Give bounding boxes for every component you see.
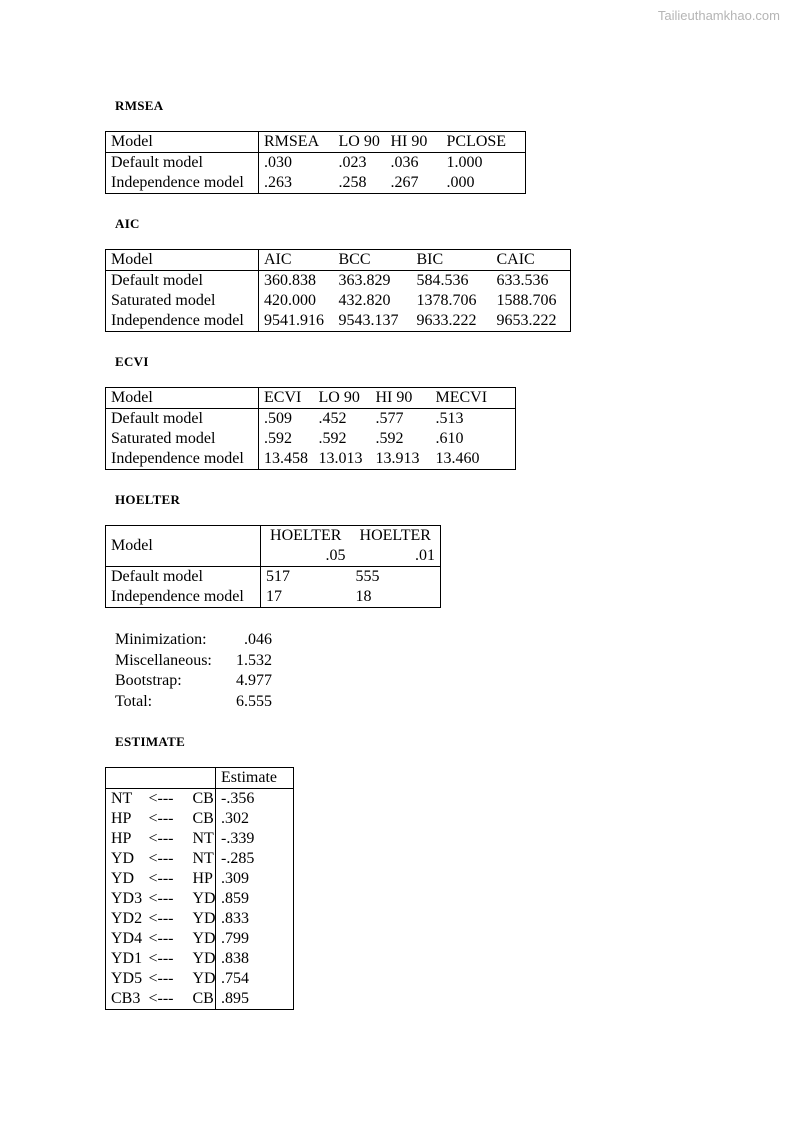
timing-row-bootstrap xyxy=(115,671,794,692)
value-cell: .263 xyxy=(264,174,292,191)
estimate-row xyxy=(106,929,294,949)
timing-row-miscellaneous xyxy=(115,651,794,672)
hoelter-table xyxy=(105,525,441,608)
value-cell: 13.013 xyxy=(318,450,363,467)
value-cell: 13.913 xyxy=(375,450,420,467)
hoelter-header-01-title: HOELTER xyxy=(359,527,431,544)
value-cell: 9541.916 xyxy=(264,312,324,329)
ecvi-row-independence-model xyxy=(106,449,516,470)
ecvi-row-default-model xyxy=(106,409,516,430)
timing-label: Total: xyxy=(115,692,153,710)
value-cell: .258 xyxy=(338,174,367,191)
estimate-value-cell: .833 xyxy=(216,909,294,929)
value-cell: .509 xyxy=(264,410,292,427)
model-cell: Saturated model xyxy=(106,291,259,311)
value-cell: 17 xyxy=(266,588,282,605)
estimate-header-row xyxy=(106,768,294,789)
path-arrow: <--- xyxy=(148,970,174,987)
estimate-value-cell: .799 xyxy=(216,929,294,949)
path-arrow: <--- xyxy=(148,830,174,847)
section-heading-rmsea: RMSEA xyxy=(115,98,164,113)
value-cell: 633.536 xyxy=(496,272,549,289)
path-to-cell: YD xyxy=(192,970,216,987)
timing-value: 4.977 xyxy=(236,672,272,689)
aic-table xyxy=(105,249,571,332)
rmsea-row-default-model xyxy=(106,153,526,174)
hoelter-row-independence-model xyxy=(106,587,441,608)
aic-header-row xyxy=(106,250,571,271)
path-arrow: <--- xyxy=(148,870,174,887)
value-cell: .592 xyxy=(264,430,292,447)
estimate-value-cell: -.285 xyxy=(216,849,294,869)
rmsea-header-model: Model xyxy=(106,132,259,153)
path-from-cell: YD3 xyxy=(111,890,143,907)
ecvi-header-ecvi: ECVI xyxy=(259,388,314,409)
value-cell: .023 xyxy=(338,154,367,171)
path-to-cell: CB xyxy=(192,810,214,827)
timing-row-minimization xyxy=(115,630,794,651)
path-arrow: <--- xyxy=(148,990,174,1007)
value-cell: .577 xyxy=(375,410,404,427)
ecvi-header-model: Model xyxy=(106,388,259,409)
estimate-row xyxy=(106,969,294,989)
timing-label: Bootstrap: xyxy=(115,672,182,689)
model-cell: Saturated model xyxy=(106,429,259,449)
value-cell: 432.820 xyxy=(338,292,391,309)
estimate-row xyxy=(106,909,294,929)
hoelter-header-model: Model xyxy=(106,526,261,567)
rmsea-table xyxy=(105,131,526,194)
model-cell: Independence model xyxy=(106,173,259,194)
value-cell: 9543.137 xyxy=(338,312,399,329)
value-cell: 420.000 xyxy=(264,292,316,309)
estimate-row xyxy=(106,809,294,829)
value-cell: 555 xyxy=(355,568,380,585)
path-arrow: <--- xyxy=(148,950,174,967)
ecvi-header-lo90: LO 90 xyxy=(314,388,371,409)
value-cell: .036 xyxy=(390,154,419,171)
estimate-value-cell: -.356 xyxy=(216,789,294,810)
estimate-value-cell: .838 xyxy=(216,949,294,969)
estimate-header-empty xyxy=(106,768,216,789)
path-arrow: <--- xyxy=(148,810,174,827)
path-to-cell: NT xyxy=(192,850,214,867)
section-heading-aic: AIC xyxy=(115,216,140,231)
path-from-cell: YD1 xyxy=(111,950,143,967)
model-cell: Default model xyxy=(106,153,259,174)
timing-row-total xyxy=(115,692,794,713)
aic-row-saturated-model xyxy=(106,291,571,311)
estimate-value-cell: .754 xyxy=(216,969,294,989)
path-to-cell: CB xyxy=(192,990,214,1007)
estimate-row xyxy=(106,889,294,909)
path-to-cell: YD xyxy=(192,890,216,907)
execution-time-summary xyxy=(115,630,794,712)
rmsea-header-rmsea: RMSEA xyxy=(259,132,334,153)
ecvi-header-hi90: HI 90 xyxy=(371,388,431,409)
path-to-cell: YD xyxy=(192,910,216,927)
value-cell: .000 xyxy=(446,174,475,191)
value-cell: 13.458 xyxy=(264,450,308,467)
ecvi-table xyxy=(105,387,516,470)
aic-header-caic: CAIC xyxy=(492,250,571,271)
timing-value: 6.555 xyxy=(236,692,272,710)
value-cell: 1588.706 xyxy=(496,292,557,309)
value-cell: 360.838 xyxy=(264,272,316,289)
value-cell: 584.536 xyxy=(416,272,469,289)
path-arrow: <--- xyxy=(148,890,174,907)
aic-header-model: Model xyxy=(106,250,259,271)
section-heading-ecvi: ECVI xyxy=(115,354,149,369)
section-heading-hoelter: HOELTER xyxy=(115,492,181,507)
value-cell: .592 xyxy=(318,430,347,447)
estimate-row xyxy=(106,849,294,869)
estimate-row xyxy=(106,989,294,1010)
model-cell: Independence model xyxy=(106,587,261,608)
path-from-cell: NT xyxy=(111,790,133,807)
value-cell: 13.460 xyxy=(435,450,480,467)
aic-header-bic: BIC xyxy=(412,250,492,271)
path-to-cell: YD xyxy=(192,930,216,947)
path-to-cell: NT xyxy=(192,830,214,847)
path-arrow: <--- xyxy=(148,910,174,927)
path-from-cell: HP xyxy=(111,810,132,827)
value-cell: 9633.222 xyxy=(416,312,477,329)
aic-header-bcc: BCC xyxy=(334,250,412,271)
ecvi-row-saturated-model xyxy=(106,429,516,449)
estimate-value-cell: .302 xyxy=(216,809,294,829)
ecvi-header-row xyxy=(106,388,516,409)
estimate-header-label: Estimate xyxy=(216,768,294,789)
hoelter-header-05-title: HOELTER xyxy=(270,527,342,544)
estimate-table xyxy=(105,767,294,1010)
value-cell: 517 xyxy=(266,568,290,585)
path-from-cell: YD2 xyxy=(111,910,143,927)
value-cell: .610 xyxy=(435,430,464,447)
model-cell: Default model xyxy=(106,409,259,430)
path-arrow: <--- xyxy=(148,930,174,947)
hoelter-header-row xyxy=(106,526,441,567)
rmsea-header-pclose: PCLOSE xyxy=(442,132,526,153)
model-cell: Default model xyxy=(106,567,261,588)
timing-value: .046 xyxy=(244,631,272,648)
estimate-value-cell: .895 xyxy=(216,989,294,1010)
model-cell: Independence model xyxy=(106,449,259,470)
hoelter-row-default-model xyxy=(106,567,441,588)
estimate-row xyxy=(106,869,294,889)
estimate-row xyxy=(106,949,294,969)
rmsea-header-hi90: HI 90 xyxy=(386,132,442,153)
path-from-cell: HP xyxy=(111,830,132,847)
hoelter-header-05 xyxy=(261,526,351,567)
model-cell: Default model xyxy=(106,271,259,292)
hoelter-header-01 xyxy=(351,526,441,567)
aic-header-aic: AIC xyxy=(259,250,334,271)
path-to-cell: YD xyxy=(192,950,216,967)
value-cell: .452 xyxy=(318,410,347,427)
estimate-row xyxy=(106,789,294,810)
timing-value: 1.532 xyxy=(236,651,272,669)
value-cell: .513 xyxy=(435,410,464,427)
watermark-text: Tailieuthamkhao.com xyxy=(657,8,780,23)
estimate-value-cell: .859 xyxy=(216,889,294,909)
value-cell: 363.829 xyxy=(338,272,391,289)
path-arrow: <--- xyxy=(148,850,174,867)
estimate-value-cell: .309 xyxy=(216,869,294,889)
section-heading-estimate: ESTIMATE xyxy=(115,734,186,749)
path-from-cell: YD xyxy=(111,850,135,867)
rmsea-header-row xyxy=(106,132,526,153)
hoelter-header-05-level: .05 xyxy=(325,547,346,564)
value-cell: .030 xyxy=(264,154,292,171)
timing-label: Miscellaneous: xyxy=(115,651,212,669)
rmsea-header-lo90: LO 90 xyxy=(334,132,386,153)
value-cell: 9653.222 xyxy=(496,312,557,329)
path-from-cell: YD5 xyxy=(111,970,143,987)
aic-row-default-model xyxy=(106,271,571,292)
aic-row-independence-model xyxy=(106,311,571,332)
value-cell: 1378.706 xyxy=(416,292,477,309)
model-cell: Independence model xyxy=(106,311,259,332)
estimate-row xyxy=(106,829,294,849)
path-arrow: <--- xyxy=(148,790,174,807)
timing-label: Minimization: xyxy=(115,631,207,648)
path-to-cell: CB xyxy=(192,790,214,807)
hoelter-header-01-level: .01 xyxy=(415,547,435,564)
path-from-cell: CB3 xyxy=(111,990,141,1007)
path-from-cell: YD4 xyxy=(111,930,143,947)
value-cell: 18 xyxy=(355,588,372,605)
path-from-cell: YD xyxy=(111,870,135,887)
rmsea-row-independence-model xyxy=(106,173,526,194)
ecvi-header-mecvi: MECVI xyxy=(431,388,516,409)
value-cell: .267 xyxy=(390,174,419,191)
value-cell: .592 xyxy=(375,430,404,447)
path-to-cell: HP xyxy=(192,870,213,887)
estimate-value-cell: -.339 xyxy=(216,829,294,849)
value-cell: 1.000 xyxy=(446,154,483,171)
